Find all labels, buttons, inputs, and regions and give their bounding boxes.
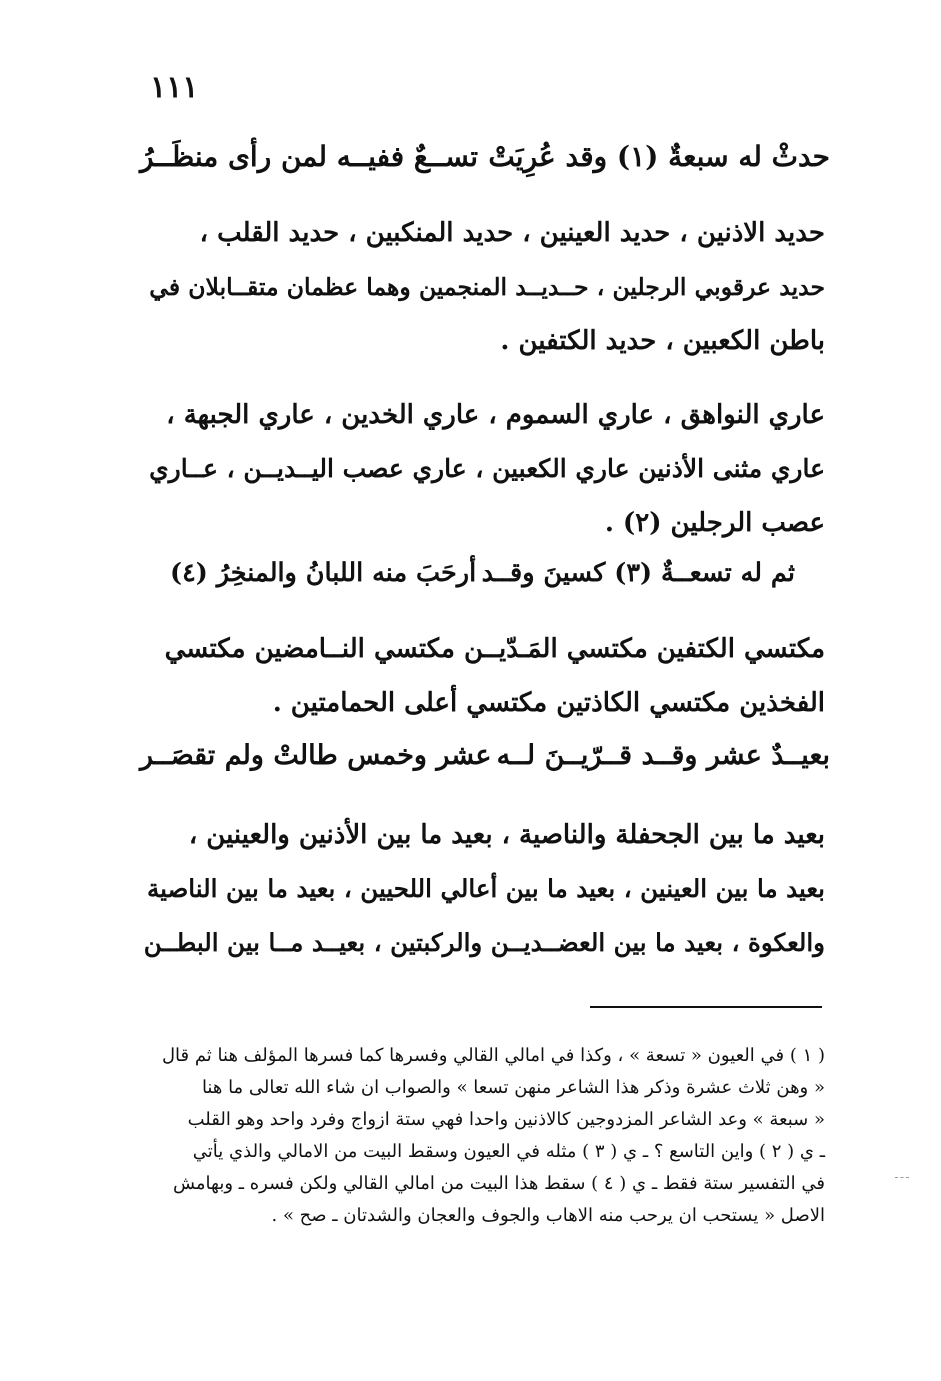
paragraph-3	[140, 622, 825, 730]
paragraph-line: حديد الاذنين ، حديد العينين ، حديد المنكبين ، حديد القلب ،	[199, 218, 825, 248]
paragraph-line: مكتسي الكتفين مكتسي المَـدّيــن مكتسي النــامضين مكتسي	[164, 634, 825, 664]
footnote-line: الاصل « يستحب ان يرحب منه الاهاب والجوف والعجان والشدتان ـ صح » .	[271, 1205, 825, 1226]
verse-line-2	[170, 558, 795, 588]
paragraph-line: بعيد ما بين العينين ، بعيد ما بين أعالي اللحيين ، بعيد ما بين الناصية	[146, 874, 825, 903]
footnote-line: « وهن ثلاث عشرة وذكر هذا الشاعر منهن تسعا » والصواب ان شاء الله تعالى ما هنا	[201, 1077, 825, 1098]
verse-3-second-hemistich: عشر وخمس طالتْ ولم تقصَــر	[140, 740, 492, 771]
paragraph-line: باطن الكعبين ، حديد الكتفين .	[500, 326, 825, 356]
paragraph-4	[140, 808, 825, 970]
verse-2-first-hemistich: ثم له تسعــةٌ (٣) كسينَ وقــد	[481, 558, 795, 588]
verse-2-second-hemistich: أرحَبَ منه اللبانُ والمنخِرُ (٤)	[170, 558, 477, 588]
footnote-separator	[590, 1006, 822, 1008]
verse-3-first-hemistich: بعيــدٌ عشر وقــد قــرّيــنَ لــه	[496, 740, 830, 771]
page-number: ١١١	[150, 70, 199, 105]
footnote-line: ( ١ ) في العيون « تسعة » ، وكذا في امالي القالي وفسرها كما فسرها المؤلف هنا ثم قال	[161, 1045, 825, 1066]
paragraph-2	[140, 388, 825, 550]
paragraph-line: عاري مثنى الأذنين عاري الكعبين ، عاري عصب اليــديــن ، عــاري	[149, 454, 825, 483]
margin-mark	[895, 1177, 909, 1180]
footnote-line: ـ ي ( ٢ ) واين التاسع ؟ ـ ي ( ٣ ) مثله في العيون وسقط البيت من الامالي والذي يأتي	[192, 1141, 825, 1162]
verse-1-first-hemistich: حدثْ له سبعةٌ (١) وقد عُرِيَتْ	[488, 140, 830, 173]
verse-1-second-hemistich: تســعٌ ففيــه لمن رأى منظَــرُ	[140, 140, 479, 173]
verse-line-1	[140, 140, 830, 173]
footnotes	[140, 1040, 825, 1232]
paragraph-line: الفخذين مكتسي الكاذتين مكتسي أعلى الحمامتين .	[272, 688, 825, 718]
footnote-line: في التفسير ستة فقط ـ ي ( ٤ ) سقط هذا البيت من امالي القالي ولكن فسره ـ وبهامش	[172, 1173, 825, 1194]
paragraph-line: بعيد ما بين الجحفلة والناصية ، بعيد ما بين الأذنين والعينين ،	[188, 820, 825, 850]
paragraph-line: عصب الرجلين (٢) .	[604, 508, 825, 538]
paragraph-1	[140, 206, 825, 368]
paragraph-line: عاري النواهق ، عاري السموم ، عاري الخدين ، عاري الجبهة ،	[166, 400, 825, 430]
paragraph-line: حديد عرقوبي الرجلين ، حــديــد المنجمين وهما عظمان متقــابلان في	[149, 273, 825, 301]
footnote-line: « سبعة » وعد الشاعر المزدوجين كالاذنين واحدا فهي ستة ازواج وفرد واحد وهو القلب	[187, 1109, 825, 1130]
paragraph-line: والعكوة ، بعيد ما بين العضــديــن والركبتين ، بعيــد مــا بين البطــن	[143, 928, 825, 957]
verse-line-3	[140, 740, 830, 771]
